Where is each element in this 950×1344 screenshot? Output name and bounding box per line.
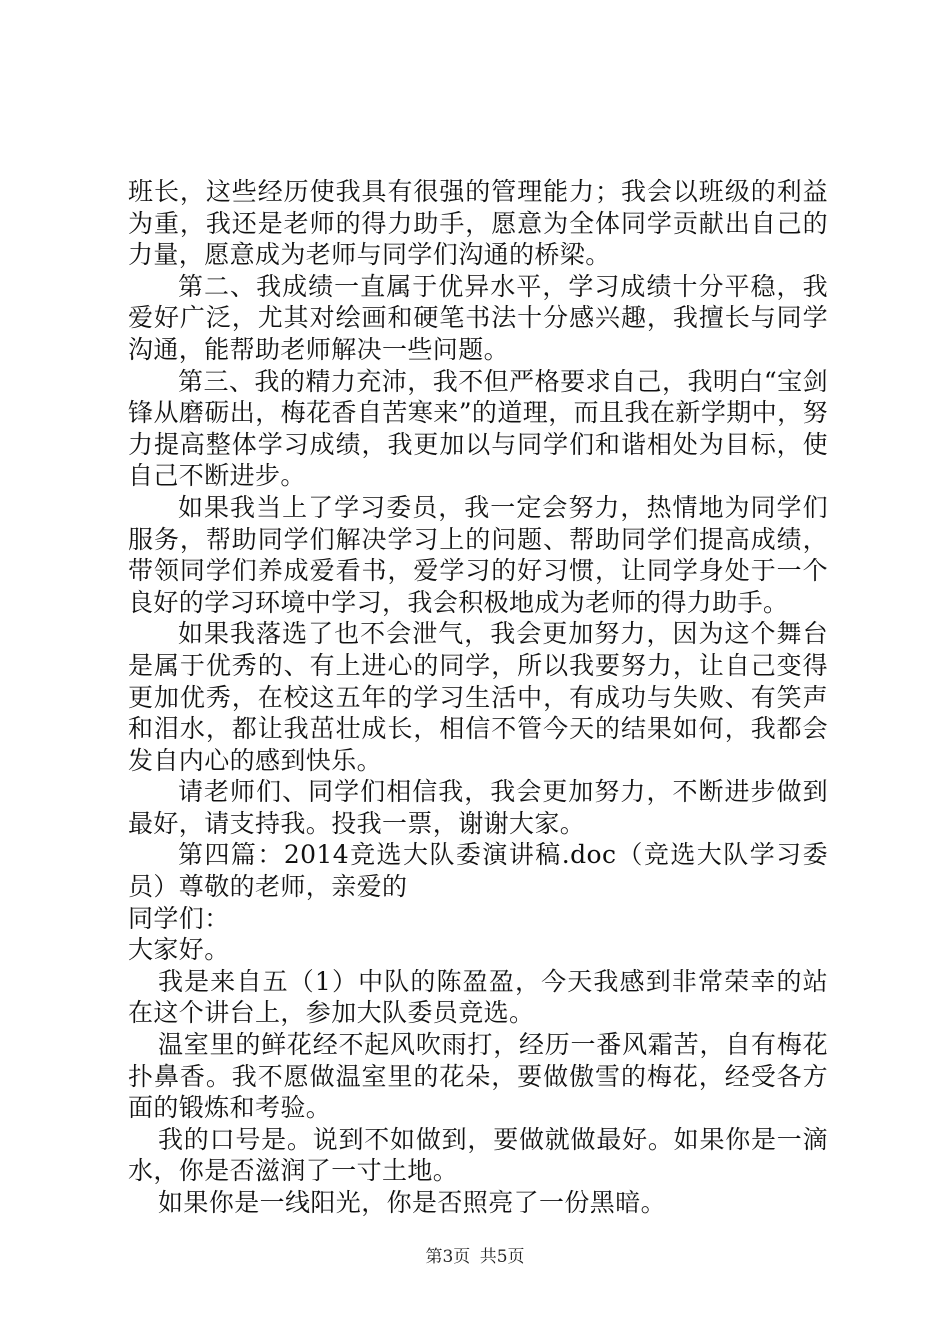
- page-total: 共5页: [479, 1247, 525, 1267]
- paragraph-6: 请老师们、同学们相信我，我会更加努力，不断进步做到最好，请支持我。投我一票，谢谢大家。: [128, 777, 828, 838]
- paragraph-sunlight: 如果你是一线阳光，你是否照亮了一份黑暗。: [158, 1188, 667, 1217]
- paragraph-4: 如果我当上了学习委员，我一定会努力，热情地为同学们服务，帮助同学们解决学习上的问题、帮助同学们提高成绩，带领同学们养成爱看书，爱学习的好习惯，让同学身处于一个良好的学习环境中学习，我会积极地成为老师的得力助手。: [128, 492, 828, 617]
- paragraph-1: 班长，这些经历使我具有很强的管理能力；我会以班级的利益为重，我还是老师的得力助手，愿意为全体同学贡献出自己的力量，愿意成为老师与同学们沟通的桥梁。: [128, 177, 828, 270]
- paragraph-3: 第三、我的精力充沛，我不但严格要求自己，我明白“宝剑锋从磨砺出，梅花香自苦寒来”的道理，而且我在新学期中，努力提高整体学习成绩，我更加以与同学们和谐相处为目标，使自己不断进步。: [128, 366, 828, 491]
- page-footer: [0, 1242, 950, 1267]
- paragraph-2: 第二、我成绩一直属于优异水平，学习成绩十分平稳，我爱好广泛，尤其对绘画和硬笔书法十分感兴趣，我擅长与同学沟通，能帮助老师解决一些问题。: [128, 271, 828, 364]
- document-body: [128, 176, 828, 1219]
- page-number: 第3页: [425, 1247, 471, 1267]
- paragraph-5: 如果我落选了也不会泄气，我会更加努力，因为这个舞台是属于优秀的、有上进心的同学，所以我要努力，让自己变得更加优秀，在校这五年的学习生活中，有成功与失败、有笑声和泪水，都让我茁壮成长，相信不管今天的结果如何，我都会发自内心的感到快乐。: [128, 619, 828, 775]
- greeting: 大家好。: [128, 935, 230, 965]
- paragraph-intro: 我是来自五（1）中队的陈盈盈，今天我感到非常荣幸的站在这个讲台上，参加大队委员竞选。: [128, 966, 828, 1028]
- paragraph-slogan: 我的口号是。说到不如做到，要做就做最好。如果你是一滴水，你是否滋润了一寸土地。: [128, 1124, 828, 1186]
- salutation: 同学们：: [128, 903, 230, 933]
- paragraph-greenhouse: 温室里的鲜花经不起风吹雨打，经历一番风霜苦，自有梅花扑鼻香。我不愿做温室里的花朵，要做傲雪的梅花，经受各方面的锻炼和考验。: [128, 1030, 828, 1123]
- section-heading: 第四篇：2014竞选大队委演讲稿.doc（竞选大队学习委员）尊敬的老师，亲爱的: [128, 840, 828, 902]
